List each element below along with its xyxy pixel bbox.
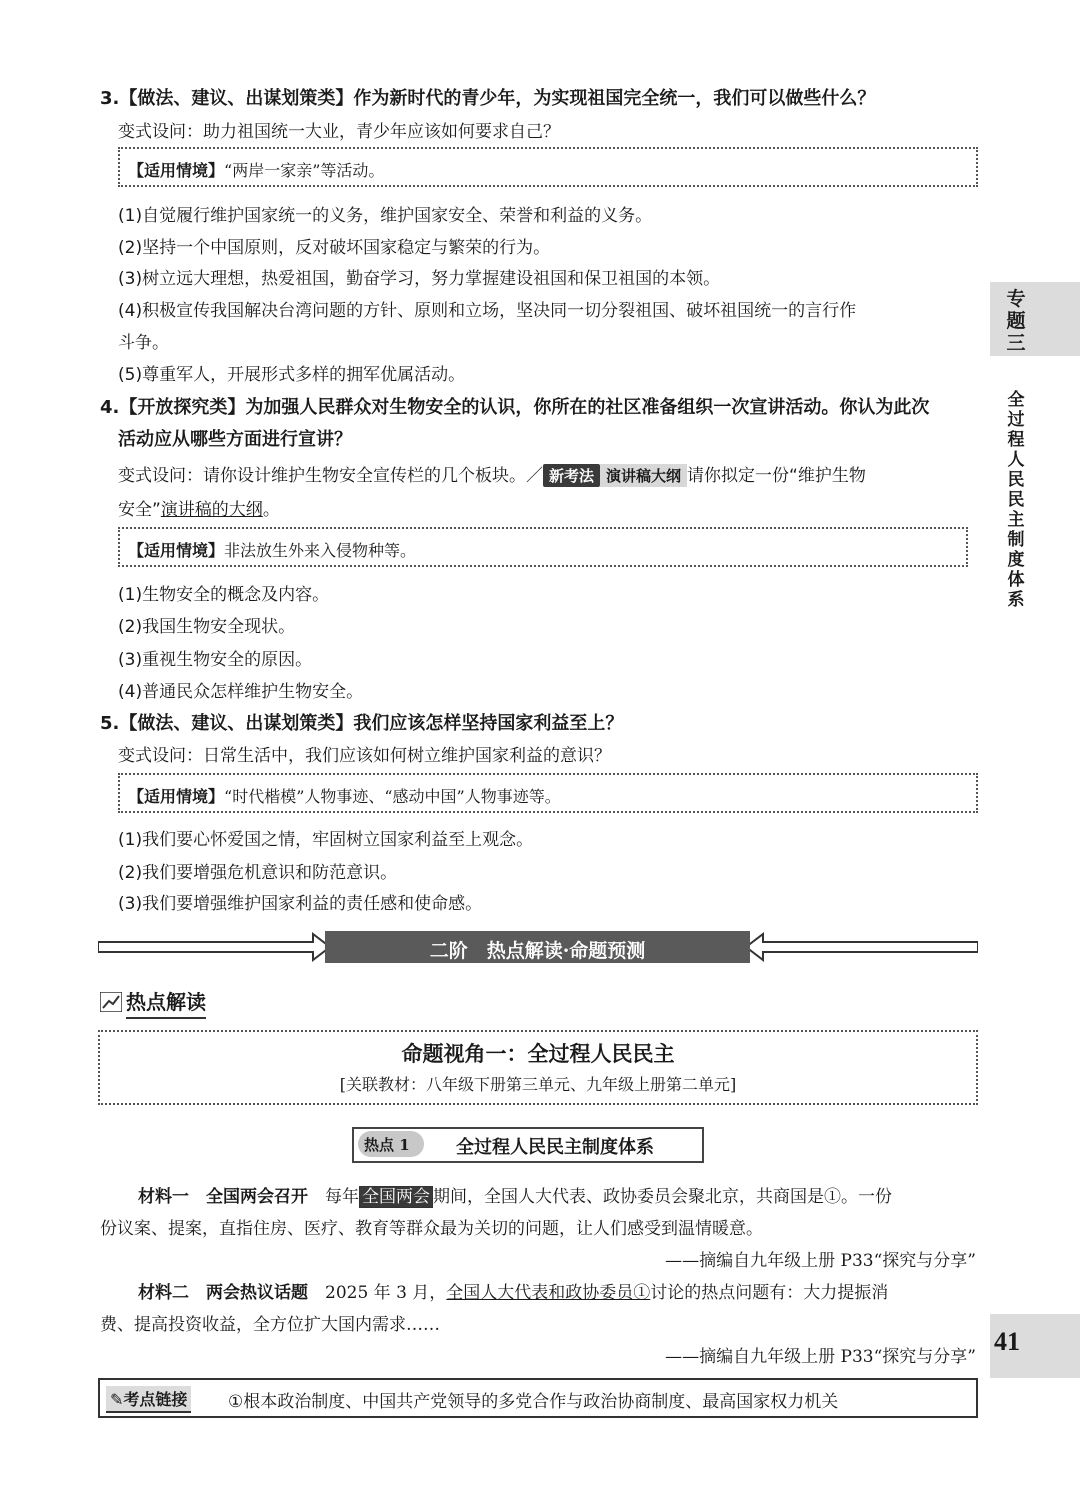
pencil-icon: ✎ xyxy=(110,1390,124,1409)
page-number: 41 xyxy=(994,1327,1020,1356)
q5-title: 5.【做法、建议、出谋划策类】我们应该怎样坚持国家利益至上？ xyxy=(100,713,624,734)
q5-answer: (3)我们要增强维护国家利益的责任感和使命感。 xyxy=(118,894,483,914)
q4-variant-d: 演讲稿的大纲 xyxy=(160,500,263,520)
q4-answer: (3)重视生物安全的原因。 xyxy=(118,650,313,670)
q4-variant-b: 请你拟定一份“维护生物 xyxy=(687,466,866,486)
q4-answer: (1)生物安全的概念及内容。 xyxy=(118,585,330,605)
exam-point-link-text: ①根本政治制度、中国共产党领导的多党合作与政治协商制度、最高国家权力机关 xyxy=(228,1392,839,1412)
q5-answer: (2)我们要增强危机意识和防范意识。 xyxy=(118,863,398,883)
q4-variant-line1 xyxy=(118,461,866,487)
perspective-subtitle: [关联教材：八年级下册第三单元、九年级上册第二单元] xyxy=(339,1075,737,1094)
material1-highlight: 全国两会 xyxy=(359,1186,433,1208)
material2-label: 材料二 两会热议话题 xyxy=(138,1283,308,1303)
q3-answer: 斗争。 xyxy=(118,333,169,353)
exam-point-link-label: ✎考点链接 xyxy=(106,1386,191,1413)
q3-answer: (1)自觉履行维护国家统一的义务，维护国家安全、荣誉和利益的义务。 xyxy=(118,206,653,226)
q4-variant-a: 变式设问：请你设计维护生物安全宣传栏的几个板块。／ xyxy=(118,466,543,486)
material1-text-b: 期间，全国人大代表、政协委员会聚北京，共商国是①。一份 xyxy=(433,1187,892,1207)
q3-answer: (2)坚持一个中国原则，反对破坏国家稳定与繁荣的行为。 xyxy=(118,238,551,258)
q4-variant-e: 。 xyxy=(262,500,280,520)
material1-text-a: 每年 xyxy=(325,1187,359,1207)
q3-context-box xyxy=(118,147,978,187)
chapter-tab xyxy=(990,282,1080,356)
q4-context-box xyxy=(118,527,968,567)
q3-context-text: “两岸一家亲”等活动。 xyxy=(224,161,385,180)
hot-section-title: 热点解读 xyxy=(126,986,206,1019)
q4-variant-c: 安全” xyxy=(118,500,161,520)
material2-source: ——摘编自九年级上册 P33“探究与分享” xyxy=(665,1347,976,1367)
q3-variant: 变式设问：助力祖国统一大业，青少年应该如何要求自己？ xyxy=(118,122,560,142)
hotspot-title: 全过程人民民主制度体系 xyxy=(456,1137,654,1158)
new-method-tag: 新考法 xyxy=(543,464,600,487)
perspective-title: 命题视角一：全过程人民民主 xyxy=(401,1042,675,1066)
q5-variant: 变式设问：日常生活中，我们应该如何树立维护国家利益的意识？ xyxy=(118,746,611,766)
section-banner-text: 二阶 热点解读·命题预测 xyxy=(429,940,646,962)
q3-answer: (5)尊重军人，开展形式多样的拥军优属活动。 xyxy=(118,365,466,385)
speech-outline-tag: 演讲稿大纲 xyxy=(600,464,687,487)
material1-line2: 份议案、提案，直指住房、医疗、教育等群众最为关切的问题，让人们感受到温情暖意。 xyxy=(100,1219,763,1239)
q4-answer: (2)我国生物安全现状。 xyxy=(118,617,296,637)
material2-underline: 全国人大代表和政协委员① xyxy=(446,1283,651,1303)
hotspot-badge-text: 热点 1 xyxy=(364,1136,410,1154)
q4-title-line1: 4.【开放探究类】为加强人民群众对生物安全的认识，你所在的社区准备组织一次宣讲活动。你认为此次 xyxy=(100,397,930,418)
material2-text-a: 2025 年 3 月， xyxy=(325,1283,447,1303)
q5-context-text: “时代楷模”人物事迹、“感动中国”人物事迹等。 xyxy=(224,787,561,806)
chapter-tab-text: 专题三 xyxy=(1006,288,1026,354)
q4-context-text: 非法放生外来入侵物种等。 xyxy=(224,541,417,560)
chapter-vertical-title: 全过程人民民主制度体系 xyxy=(1007,390,1025,610)
q5-answer: (1)我们要心怀爱国之情，牢固树立国家利益至上观念。 xyxy=(118,830,534,850)
q3-answer: (4)积极宣传我国解决台湾问题的方针、原则和立场，坚决同一切分裂祖国、破坏祖国统一的言行作 xyxy=(118,301,857,321)
q4-variant-line2 xyxy=(118,495,280,520)
q3-context-label: 【适用情境】 xyxy=(128,161,225,180)
trend-chart-icon xyxy=(100,992,122,1012)
q4-title-line2: 活动应从哪些方面进行宣讲？ xyxy=(118,429,352,450)
material1-label: 材料一 全国两会召开 xyxy=(138,1187,308,1207)
material2-line1 xyxy=(138,1278,888,1303)
q3-answer: (3)树立远大理想，热爱祖国，勤奋学习，努力掌握建设祖国和保卫祖国的本领。 xyxy=(118,269,721,289)
q5-context-label: 【适用情境】 xyxy=(128,787,225,806)
q3-title: 3.【做法、建议、出谋划策类】作为新时代的青少年，为实现祖国完全统一，我们可以做些什么？ xyxy=(100,88,876,109)
material1-line1 xyxy=(138,1182,892,1207)
q5-context-box xyxy=(118,773,978,813)
material2-line2: 费、提高投资收益，全方位扩大国内需求…… xyxy=(100,1315,440,1335)
q4-context-label: 【适用情境】 xyxy=(128,541,225,560)
q4-answer: (4)普通民众怎样维护生物安全。 xyxy=(118,682,364,702)
material1-source: ——摘编自九年级上册 P33“探究与分享” xyxy=(665,1251,976,1271)
material2-text-b: 讨论的热点问题有：大力提振消 xyxy=(650,1283,889,1303)
